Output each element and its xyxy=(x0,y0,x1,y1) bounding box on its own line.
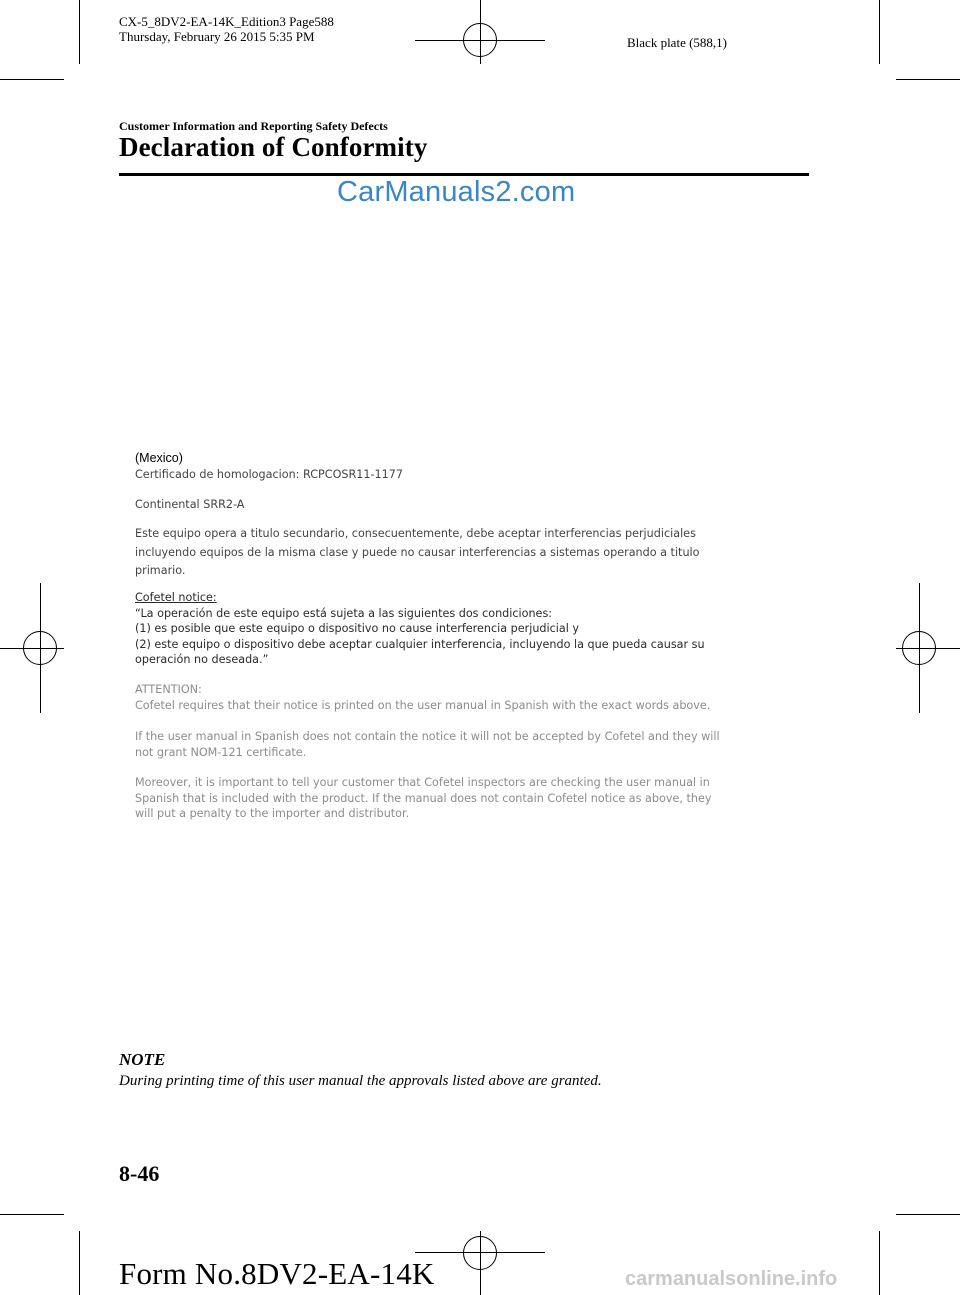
form-number: Form No.8DV2-EA-14K xyxy=(119,1256,435,1291)
footer-watermark: carmanualsonline.info xyxy=(625,1268,838,1290)
watermark: CarManuals2.com xyxy=(337,176,576,208)
certificate-line: Certificado de homologacion: RCPCOSR11-1177 xyxy=(135,468,404,481)
note-text: During printing time of this user manual the approvals listed above are granted. xyxy=(119,1073,602,1089)
region-label: (Mexico) xyxy=(135,451,183,465)
print-header xyxy=(119,14,334,44)
plate-label: Black plate (588,1) xyxy=(627,35,727,50)
cofetel-notice: Cofetel notice: “La operación de este equipo está sujeta a las siguientes dos condiciones: (1) es posible que este equipo o dispositivo no cause interferencia perjudicial y (2) este equipo o dispositivo debe aceptar cualquier interferencia, incluyendo la que pueda causar su operación no deseada.” xyxy=(135,591,705,666)
page-title: Declaration of Conformity xyxy=(119,132,428,162)
grant-paragraph: If the user manual in Spanish does not contain the notice it will not be accepted by Cofetel and they will not grant NOM-121 certificate. xyxy=(135,730,720,759)
page-number: 8-46 xyxy=(119,1161,160,1186)
penalty-paragraph: Moreover, it is important to tell your customer that Cofetel inspectors are checking the user manual in Spanish that is included with the product. If the manual does not contain Cofetel notice as above, they will put a penalty to the importer and distributor. xyxy=(135,776,712,820)
attention-paragraph: ATTENTION: Cofetel requires that their notice is printed on the user manual in Spanish with the exact words above. xyxy=(135,683,711,712)
interference-paragraph: Este equipo opera a titulo secundario, consecuentemente, debe aceptar interferencias perjudiciales incluyendo equipos de la misma clase y puede no causar interferencias a sistemas operando a titulo primario. xyxy=(135,527,700,577)
model-line: Continental SRR2-A xyxy=(135,498,245,511)
cofetel-heading: Cofetel notice: xyxy=(135,591,217,604)
section-label: Customer Information and Reporting Safety Defects xyxy=(119,119,388,133)
note-heading: NOTE xyxy=(119,1050,166,1069)
date-line: Thursday, February 26 2015 5:35 PM xyxy=(119,29,315,44)
file-line: CX-5_8DV2-EA-14K_Edition3 Page588 xyxy=(119,14,334,29)
